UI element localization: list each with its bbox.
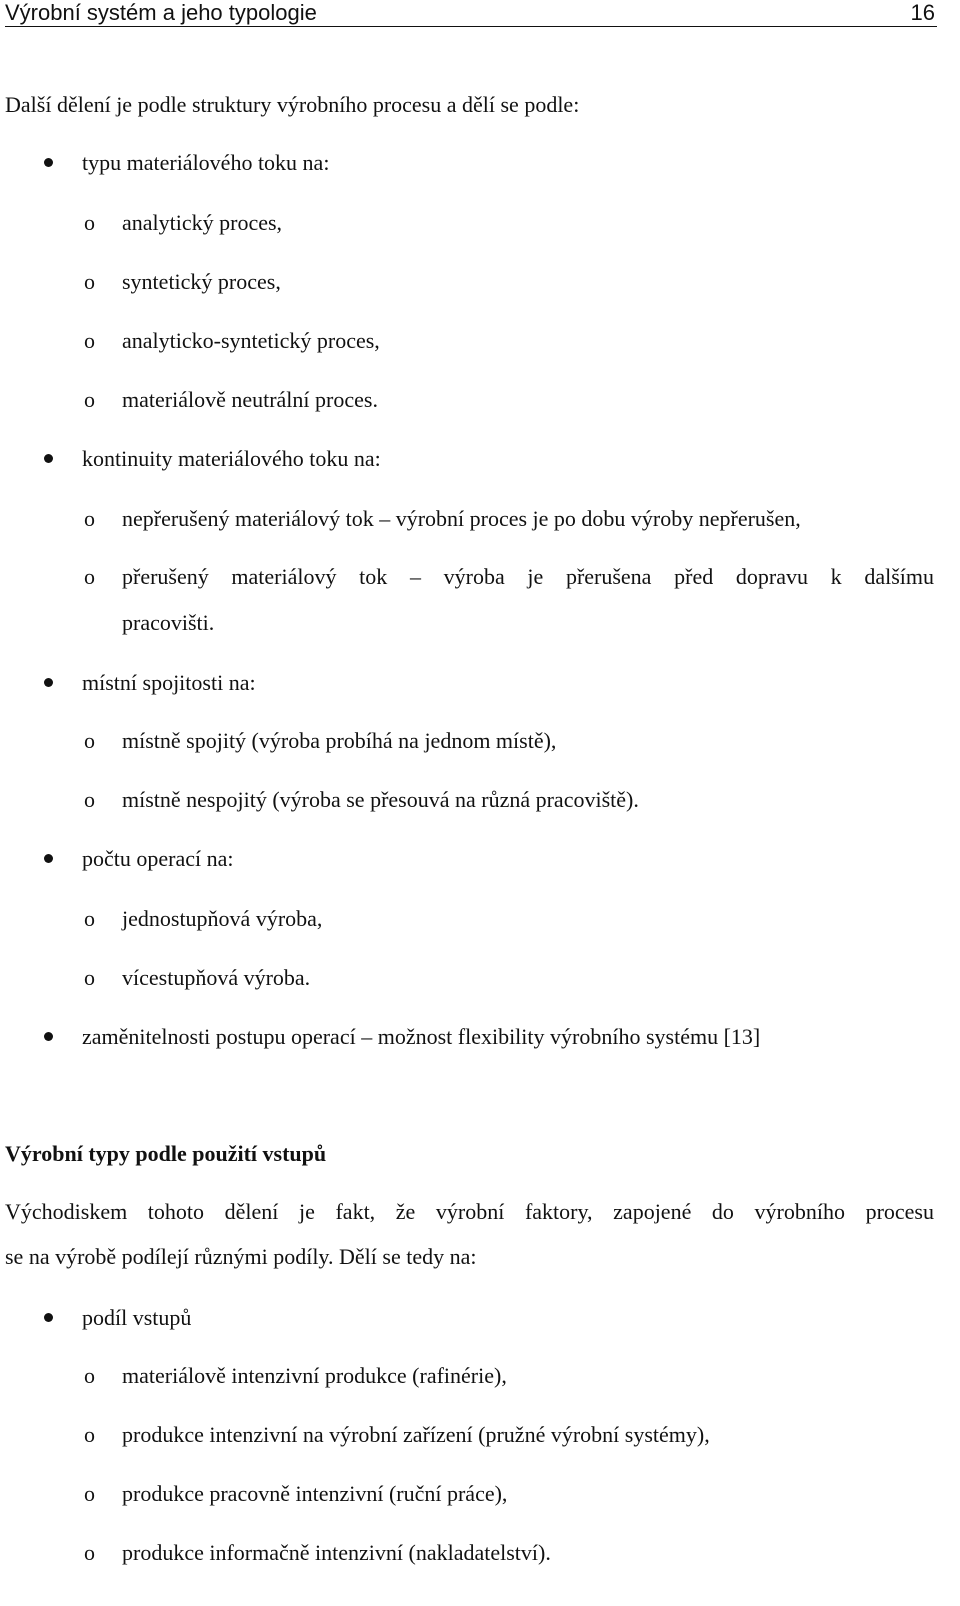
- circle-bullet-icon: o: [84, 210, 95, 235]
- circle-bullet-icon: o: [84, 728, 95, 753]
- page-number: 16: [910, 0, 935, 25]
- circle-bullet-icon: o: [84, 269, 95, 294]
- sub-list-item: vícestupňová výroba.: [122, 965, 311, 990]
- bullet-icon: [44, 158, 53, 167]
- bullet-icon: [44, 454, 53, 463]
- sub-list-item: produkce intenzivní na výrobní zařízení (pružné výrobní systémy),: [122, 1422, 710, 1447]
- bullet-icon: [44, 678, 53, 687]
- circle-bullet-icon: o: [84, 906, 95, 931]
- page-header: [5, 0, 937, 27]
- sub-list-item: místně spojitý (výroba probíhá na jednom místě),: [122, 728, 557, 753]
- circle-bullet-icon: o: [84, 564, 95, 589]
- circle-bullet-icon: o: [84, 1422, 95, 1447]
- circle-bullet-icon: o: [84, 787, 95, 812]
- bullet-icon: [44, 854, 53, 863]
- circle-bullet-icon: o: [84, 1481, 95, 1506]
- circle-bullet-icon: o: [84, 387, 95, 412]
- sub-list-item: materiálově intenzivní produkce (rafinérie),: [122, 1363, 507, 1388]
- section-heading: Výrobní typy podle použití vstupů: [5, 1141, 327, 1166]
- paragraph-line: se na výrobě podílejí různými podíly. Dělí se tedy na:: [5, 1244, 477, 1269]
- sub-list-item: analytický proces,: [122, 210, 283, 235]
- paragraph-line: Východiskem tohoto dělení je fakt, že výrobní faktory, zapojené do výrobního procesu: [5, 1199, 934, 1224]
- list-item-label: typu materiálového toku na:: [82, 150, 330, 175]
- sub-list-item-continuation: pracovišti.: [122, 610, 215, 635]
- intro-text: Další dělení je podle struktury výrobního procesu a dělí se podle:: [5, 92, 580, 117]
- circle-bullet-icon: o: [84, 328, 95, 353]
- sub-list-item: jednostupňová výroba,: [122, 906, 323, 931]
- sub-list-item: nepřerušený materiálový tok – výrobní proces je po dobu výroby nepřerušen,: [122, 506, 801, 531]
- sub-list-item: syntetický proces,: [122, 269, 281, 294]
- sub-list-item: produkce informačně intenzivní (nakladatelství).: [122, 1540, 551, 1565]
- list-item-label: kontinuity materiálového toku na:: [82, 446, 381, 471]
- list-item-label: místní spojitosti na:: [82, 670, 256, 695]
- circle-bullet-icon: o: [84, 1540, 95, 1565]
- header-title: Výrobní systém a jeho typologie: [5, 0, 317, 25]
- sub-list-item: materiálově neutrální proces.: [122, 387, 378, 412]
- circle-bullet-icon: o: [84, 965, 95, 990]
- sub-list-item: analyticko-syntetický proces,: [122, 328, 380, 353]
- bullet-icon: [44, 1313, 53, 1322]
- list-item-label: podíl vstupů: [82, 1305, 192, 1330]
- circle-bullet-icon: o: [84, 506, 95, 531]
- list-item-label: počtu operací na:: [82, 846, 234, 871]
- circle-bullet-icon: o: [84, 1363, 95, 1388]
- bullet-icon: [44, 1032, 53, 1041]
- sub-list-item: produkce pracovně intenzivní (ruční práce),: [122, 1481, 508, 1506]
- sub-list-item: přerušený materiálový tok – výroba je přerušena před dopravu k dalšímu: [122, 564, 934, 589]
- sub-list-item: místně nespojitý (výroba se přesouvá na různá pracoviště).: [122, 787, 639, 812]
- list-item-label: zaměnitelnosti postupu operací – možnost flexibility výrobního systému [13]: [82, 1024, 761, 1049]
